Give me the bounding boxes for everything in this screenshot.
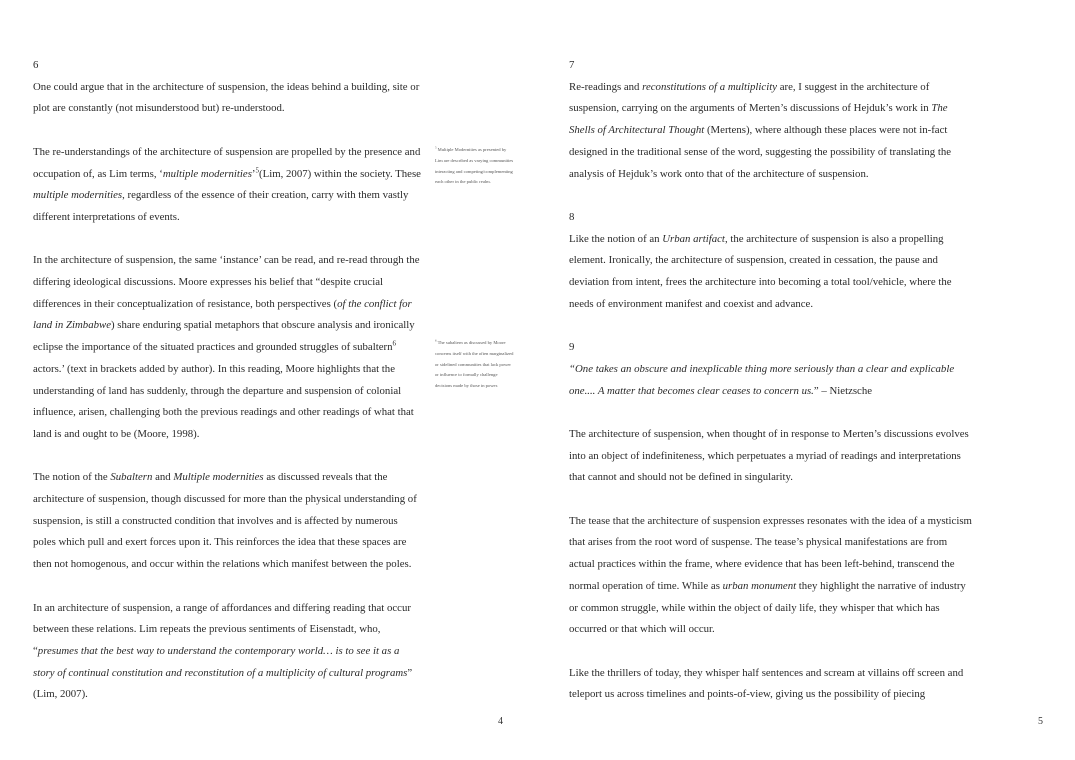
section-number-6: 6 [33,59,39,71]
right-text-column [569,55,974,706]
nietzsche-quote: “One takes an obscure and inexplicable thing more seriously than a clear and explicable one.... A matter that becomes clear ceases to concern us.” – Nietzsche [569,362,955,397]
paragraph-8: Like the notion of an Urban artifact, the architecture of suspension is also a propelling element. Ironically, the architecture of suspension, created in cessation, the pause and deviation from intent, frees the architecture into becoming a total tool/vehicle, where the needs of environment manifest and coexist and advance. [569,232,952,310]
left-text-column [33,55,423,706]
paragraph-7: Re-readings and reconstitutions of a multiplicity are, I suggest in the architecture of suspension, carrying on the arguments of Merten’s discussions of Hejduk’s work in The Shells of Architectural Thought (Mertens), where although these places were not in-fact designed in the traditional sense of the word, suggesting the possibility of translating the analysis of Hejduk’s work onto that of the architecture of suspension. [569,80,952,180]
paragraph-3: In the architecture of suspension, the same ‘instance’ can be read, and re-read through the differing ideological discussions. Moore expresses his belief that “despite crucial differences in their conceptualization of resistance, both perspectives (of the conflict for land in Zimbabwe) share enduring spatial metaphors that obscure analysis and ironically eclipse the importance of the situated practices and grounded struggles of subaltern$^6$ actors.’ (text in brackets added by author). In this reading, Moore highlights that the understanding of land has suddenly, through the departure and suspension of colonial influence, arisen, challenging both the previous readings and other readings of what that land is and ought to be (Moore, 1998). [33,254,420,440]
footnote-ref-5: 5 [255,165,260,174]
paragraph-1: One could argue that in the architecture of suspension, the ideas behind a building, site or plot are constantly (not misunderstood but) re-understood. [33,80,420,115]
paragraph-11: The tease that the architecture of suspension expresses resonates with the idea of a mysticism that arises from the root word of suspense. The tease’s physical manifestations are from actual practices within the frame, where evidence that has been left-behind, transcend the normal operation of time. While as urban monument they highlight the narrative of industry or common struggle, while within the object of daily life, they whisper that which has occurred or that which will occur. [569,514,972,636]
right-page [537,0,1075,760]
section-number-9: 9 [569,341,575,354]
footnote-6: $^6$ The subaltern as discussed by Moore concerns itself with the often marginalized or sidelined communities that lack power or influence to formally challenge decisions made by those in power. [435,338,514,389]
paragraph-10: The architecture of suspension, when thought of in response to Merten’s discussions evolves into an object of indefiniteness, which perpetuates a myriad of readings and interpretations that cannot and should not be defined in singularity. [569,427,969,484]
left-page [0,0,537,760]
paragraph-4: The notion of the Subaltern and Multiple modernities as discussed reveals that the architecture of suspension, though discussed for more than the physical understanding of suspension, is still a constructed condition that involves and is affected by numerous poles which pull and exert forces upon it. This reinforces the idea that these spaces are then not homogenous, and occur within the relations which manifest between the poles. [33,471,417,571]
section-number-7: 7 [569,59,575,71]
footnote-5: $^5$ Multiple Modernities as presented by Lim are described as varying communities interacting and competing/complementing each other in the public realm. [435,145,514,185]
paragraph-5: In an architecture of suspension, a range of affordances and differing reading that occur between these relations. Lim repeats the previous sentiments of Eisenstadt, who, “presumes that the best way to understand the contemporary world… is to see it as a story of continual constitution and reconstitution of a multiplicity of cultural programs” (Lim, 2007). [33,601,413,701]
paragraph-2: The re-understandings of the architecture of suspension are propelled by the presence and occupation of, as Lim terms, ‘multiple modernities’$^5$(Lim, 2007) within the society. These multiple modernities, regardless of the essence of their creation, carry with them vastly different interpretations of events. [33,145,421,223]
page-number-right: 5 [1038,716,1043,727]
paragraph-12: Like the thrillers of today, they whisper half sentences and scream at villains off screen and teleport us across timelines and points-of-view, giving us the possibility of piecing [569,666,964,701]
page-number-left: 4 [498,716,503,727]
section-number-8: 8 [569,210,575,223]
footnote-ref-6: 6 [392,339,396,348]
